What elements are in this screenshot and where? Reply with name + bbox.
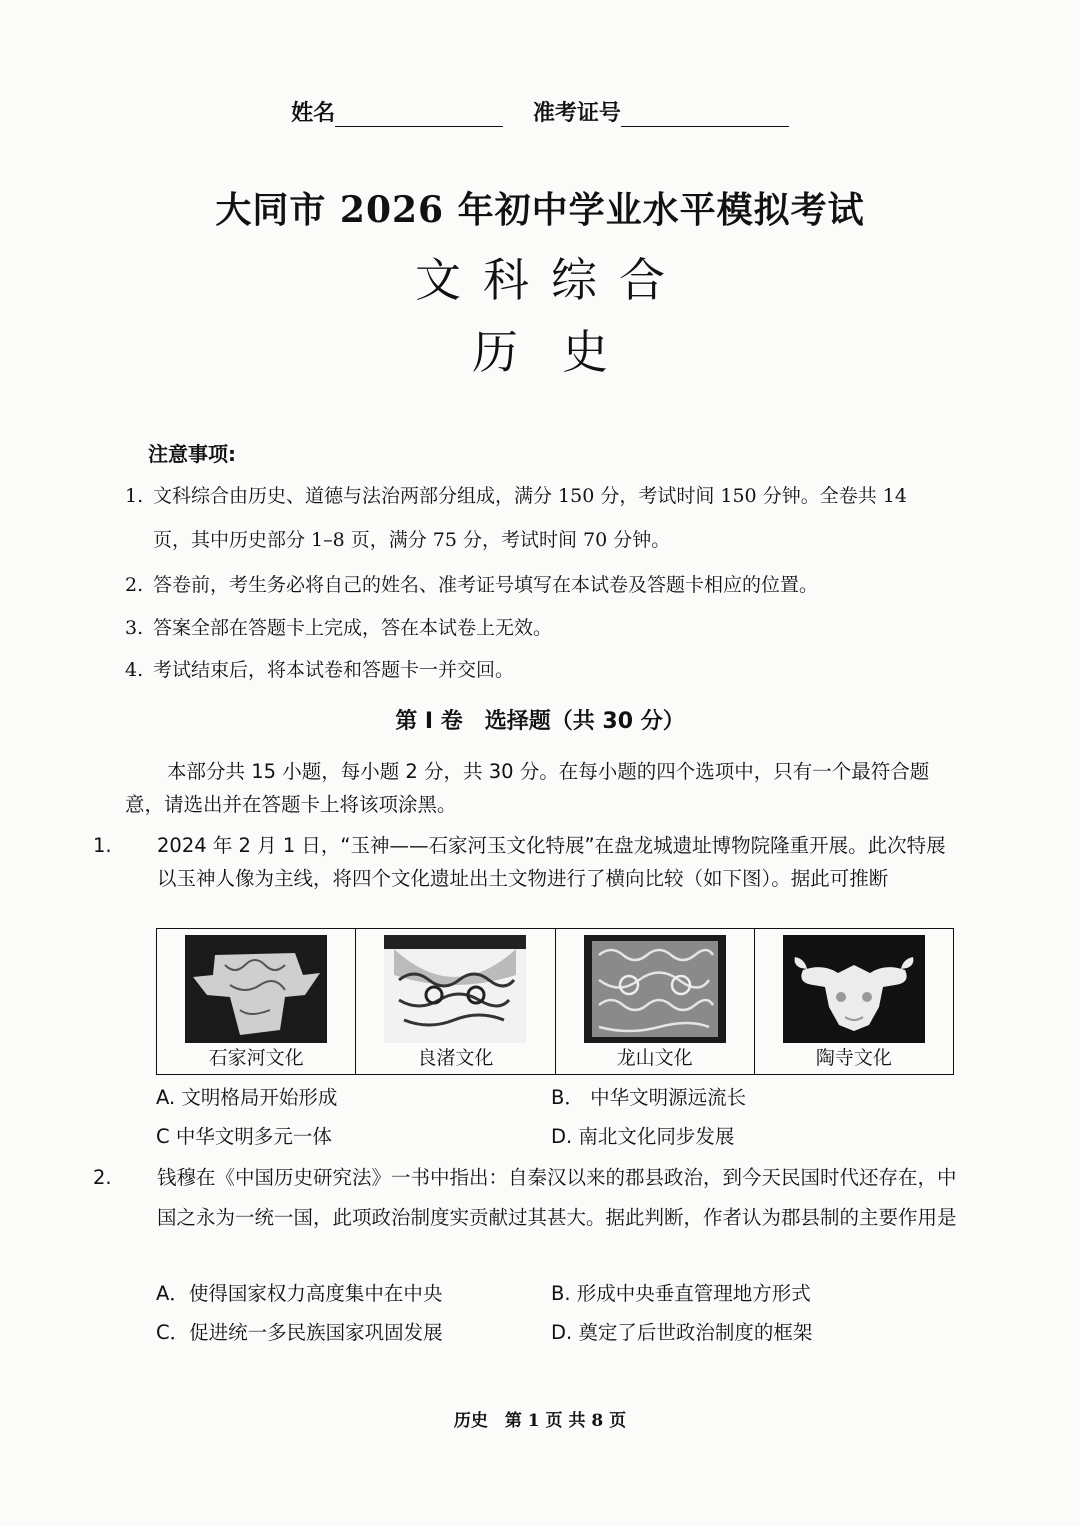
artifact-caption: 石家河文化 <box>208 1047 304 1069</box>
taosi-jade-image <box>783 935 925 1043</box>
artifact-caption: 陶寺文化 <box>815 1047 892 1069</box>
question-2 <box>93 1158 957 1238</box>
sub-subject-title: 历史 <box>472 325 652 379</box>
question-number: 1. <box>93 834 112 857</box>
notice-text: 答案全部在答题卡上完成，答在本试卷上无效。 <box>153 617 553 639</box>
artifact-caption: 龙山文化 <box>616 1047 693 1069</box>
notice-title: 注意事项: <box>148 442 236 466</box>
artifact-caption: 良渚文化 <box>417 1047 494 1069</box>
id-label: 准考证号 <box>532 101 621 126</box>
exam-title: 大同市 2026 年初中学业水平模拟考试 <box>215 189 865 231</box>
notice-item-1 <box>125 474 965 562</box>
q2-option-c[interactable]: C．促进统一多民族国家巩固发展 <box>156 1321 443 1344</box>
q1-option-b[interactable]: B． 中华文明源远流长 <box>551 1086 747 1109</box>
candidate-info-line <box>0 96 1080 127</box>
notice-text: 考试结束后，将本试卷和答题卡一并交回。 <box>153 659 515 681</box>
artifact-cell <box>556 929 755 1074</box>
q2-option-d[interactable]: D. 奠定了后世政治制度的框架 <box>551 1321 813 1344</box>
artifact-cell <box>755 929 953 1074</box>
question-text: 钱穆在《中国历史研究法》一书中指出：自秦汉以来的郡县政治，到今天民国时代还存在，中国之永为一统一国，此项政治制度实贡献过其甚大。据此判断，作者认为郡县制的主要作用是 <box>157 1166 957 1229</box>
name-label: 姓名 <box>291 101 336 126</box>
notice-item-3 <box>125 606 965 650</box>
name-blank[interactable] <box>335 103 503 127</box>
q1-option-d[interactable]: D. 南北文化同步发展 <box>551 1125 735 1148</box>
question-text: 2024 年 2 月 1 日，“玉神——石家河玉文化特展”在盘龙城遗址博物院隆重开展。此次特展以玉神人像为主线，将四个文化遗址出土文物进行了横向比较（如下图）。据此可推断 <box>157 834 946 890</box>
notice-num: 4. <box>125 659 144 681</box>
notice-num: 1. <box>125 485 144 507</box>
notice-item-2 <box>125 563 965 607</box>
notice-text-cont: 页，其中历史部分 1–8 页，满分 75 分，考试时间 70 分钟。 <box>153 529 671 551</box>
artifact-image-table <box>156 928 954 1075</box>
notice-text: 文科综合由历史、道德与法治两部分组成，满分 150 分，考试时间 150 分钟。全卷共 14 <box>153 485 907 507</box>
q2-option-b[interactable]: B. 形成中央垂直管理地方形式 <box>551 1282 811 1305</box>
longshan-jade-image <box>584 935 726 1043</box>
page-footer: 历史 第 1 页 共 8 页 <box>453 1411 627 1431</box>
subject-title: 文科综合 <box>415 253 687 307</box>
question-number: 2. <box>93 1166 112 1189</box>
notice-num: 2. <box>125 574 144 596</box>
section-intro: 本部分共 15 小题，每小题 2 分，共 30 分。在每小题的四个选项中，只有一个最符合题意，请选出并在答题卡上将该项涂黑。 <box>125 760 930 816</box>
artifact-cell <box>356 929 555 1074</box>
q1-option-a[interactable]: A. 文明格局开始形成 <box>156 1086 338 1109</box>
question-1 <box>93 829 957 895</box>
section-title: 第 I 卷 选择题（共 30 分） <box>395 709 685 734</box>
notice-text: 答卷前，考生务必将自己的姓名、准考证号填写在本试卷及答题卡相应的位置。 <box>153 574 819 596</box>
liangzhu-jade-image <box>384 935 526 1043</box>
notice-num: 3. <box>125 617 144 639</box>
artifact-cell <box>157 929 356 1074</box>
id-blank[interactable] <box>621 103 789 127</box>
notice-item-4 <box>125 648 965 692</box>
shijiahe-jade-image <box>185 935 327 1043</box>
q1-option-c[interactable]: C 中华文明多元一体 <box>156 1125 332 1148</box>
q2-option-a[interactable]: A．使得国家权力高度集中在中央 <box>156 1282 443 1305</box>
